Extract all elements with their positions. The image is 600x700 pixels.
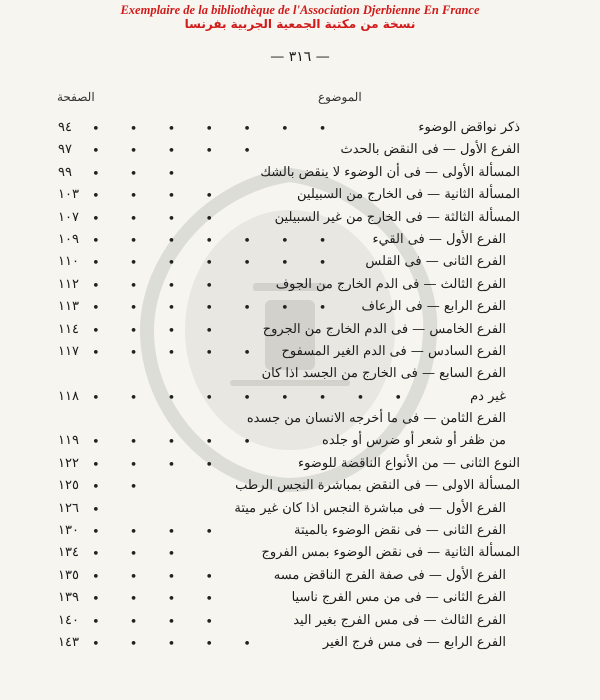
toc-entry-page-number: ١٠٣: [58, 187, 79, 203]
toc-entry-page-number: ١٢٥: [58, 478, 79, 494]
toc-entry-leader-dots: • • • •: [92, 189, 227, 205]
toc-entry-page-number: ١٠٩: [58, 231, 79, 247]
toc-entry-leader-dots: • • • •: [92, 614, 227, 630]
page-number: — ٣١٦ —: [270, 49, 330, 65]
toc-entry-leader-dots: • • • • •: [92, 144, 264, 160]
toc-entry: [58, 118, 520, 140]
toc-entry-title: الفرع الرابع — فى مس فرج الغير: [322, 634, 506, 650]
toc-entry: [58, 566, 520, 588]
toc-entry: [58, 409, 520, 431]
toc-entry-leader-dots: • • • • • • •: [92, 301, 340, 317]
toc-entry-leader-dots: • • • • •: [92, 345, 264, 361]
toc-entry: [58, 364, 520, 386]
column-header-topic: الموضوع: [318, 90, 362, 104]
toc-entry-leader-dots: • • • •: [92, 323, 227, 339]
toc-entry-page-number: ١١٧: [58, 343, 79, 359]
toc-entry-page-number: ١٣٩: [58, 590, 79, 606]
toc-entry: [58, 454, 520, 476]
toc-entry-page-number: ١١٩: [58, 433, 79, 449]
toc-entry-leader-dots: • • • •: [92, 278, 227, 294]
toc-entry-leader-dots: • • • •: [92, 457, 227, 473]
toc-entry: [58, 543, 520, 565]
toc-entry-leader-dots: •: [92, 502, 113, 518]
toc-entry-title: ذكر نواقض الوضوء: [418, 120, 520, 135]
toc-entry-leader-dots: • • • •: [92, 525, 227, 541]
toc-entry: [58, 163, 520, 185]
toc-entry-page-number: ١٤٣: [58, 634, 79, 650]
toc-entry-title: غير دم: [470, 388, 506, 404]
toc-entry-leader-dots: • • • •: [92, 569, 227, 585]
toc-entry-page-number: ١١٤: [58, 321, 79, 337]
toc-entry-leader-dots: • • •: [92, 547, 189, 563]
toc-entry-title: الفرع الثالث — فى الدم الخارج من الجوف: [275, 276, 506, 292]
toc-entry-page-number: ١٣٠: [58, 523, 79, 539]
toc-entry-title: المسألة الثانية — فى نقض الوضوء بمس الفروج: [261, 545, 520, 561]
toc-entry-leader-dots: • • • • • • •: [92, 122, 340, 137]
toc-entry-title: الفرع الأول — فى مباشرة النجس اذا كان غير ميتة: [234, 500, 506, 516]
toc-entry-leader-dots: • •: [92, 480, 151, 496]
toc-entry-page-number: ١٢٦: [58, 500, 79, 516]
toc-entry: [58, 521, 520, 543]
toc-entry-page-number: ١١٣: [58, 299, 79, 315]
toc-entry-title: الفرع الرابع — فى الرعاف: [361, 299, 506, 315]
toc-entry-title: الفرع الخامس — فى الدم الخارج من الجروح: [262, 321, 506, 337]
toc-entry-title: الفرع الثامن — فى ما أخرجه الانسان من جسده: [246, 411, 506, 427]
toc-entry-leader-dots: • • • • •: [92, 435, 264, 451]
toc-entry-leader-dots: • • • •: [92, 592, 227, 608]
library-banner-arabic: نسخة من مكتبة الجمعية الجربية بفرنسا: [184, 17, 416, 31]
toc-entry-title: الفرع الثانى — فى نقض الوضوء بالميتة: [294, 523, 506, 539]
toc-entry-title: الفرع الثالث — فى مس الفرج بغير اليد: [293, 612, 506, 628]
toc-entry-page-number: ١٣٥: [58, 567, 79, 583]
toc-entry-leader-dots: • • • • • • •: [92, 233, 340, 249]
toc-entry-title: الفرع الأول — فى النقض بالحدث: [340, 142, 520, 158]
toc-entry: [58, 499, 520, 521]
toc-entry-title: الفرع السابع — فى الخارج من الجسد اذا كان: [261, 366, 506, 382]
toc-entry-title: الفرع الأول — فى القيء: [372, 231, 506, 247]
toc-entry: [58, 297, 520, 319]
toc-entry-page-number: ٩٩: [58, 164, 72, 180]
toc-entry-title: من ظفر أو شعر أو ضرس أو جلده: [322, 433, 506, 449]
toc-entry: [58, 633, 520, 655]
toc-entry: [58, 588, 520, 610]
toc-entry: [58, 431, 520, 453]
toc-entry: [58, 185, 520, 207]
library-banner-french: Exemplaire de la bibliothèque de l'Association Djerbienne En France: [120, 3, 480, 17]
toc-entry-title: المسألة الثانية — فى الخارج من السبيلين: [297, 187, 520, 203]
toc-entry-page-number: ٩٧: [58, 142, 72, 158]
toc-entry-title: المسألة الأولى — فى أن الوضوء لا ينقض بالشك: [260, 164, 520, 180]
toc-entry: [58, 252, 520, 274]
toc-entry-leader-dots: • • • • •: [92, 636, 264, 652]
toc-entry-title: الفرع السادس — فى الدم الغير المسفوح: [281, 343, 506, 359]
toc-entry-page-number: ١٣٤: [58, 545, 79, 561]
toc-entry-leader-dots: • • • • • • •: [92, 256, 340, 272]
toc-entry: [58, 320, 520, 342]
toc-entry-title: المسألة الاولى — فى النقض بمباشرة النجس الرطب: [235, 478, 520, 494]
column-header-page: الصفحة: [57, 90, 95, 104]
toc-entry-page-number: ١١٠: [58, 254, 79, 270]
toc-entry-page-number: ١٤٠: [58, 612, 79, 628]
toc-entry: [58, 230, 520, 252]
toc-entry-title: الفرع الثانى — فى من مس الفرج ناسيا: [291, 590, 506, 606]
toc-entry-title: الفرع الأول — فى صفة الفرج الناقض مسه: [273, 567, 506, 583]
toc-entry: [58, 387, 520, 409]
toc-entry: [58, 342, 520, 364]
toc-entry-leader-dots: • • • •: [92, 211, 227, 227]
toc-entry-page-number: ١٠٧: [58, 209, 79, 225]
toc-entry-leader-dots: • • • • • • • • •: [92, 390, 416, 406]
toc-entry: [58, 611, 520, 633]
toc-entry-page-number: ١١٢: [58, 276, 79, 292]
toc-entry-page-number: ١٢٢: [58, 455, 79, 471]
toc-entry: [58, 476, 520, 498]
toc-entry-page-number: ١١٨: [58, 388, 79, 404]
toc-entry-leader-dots: • • •: [92, 166, 189, 182]
toc-entry: [58, 208, 520, 230]
toc-entry-title: المسألة الثالثة — فى الخارج من غير السبيلين: [274, 209, 520, 225]
toc-entry-title: النوع الثانى — من الأنواع الناقضة للوضوء: [297, 455, 520, 471]
toc-entry-title: الفرع الثانى — فى القلس: [365, 254, 506, 270]
toc-entry: [58, 140, 520, 162]
toc-entry: [58, 275, 520, 297]
table-of-contents: [58, 118, 520, 655]
toc-entry-page-number: ٩٤: [58, 120, 72, 135]
